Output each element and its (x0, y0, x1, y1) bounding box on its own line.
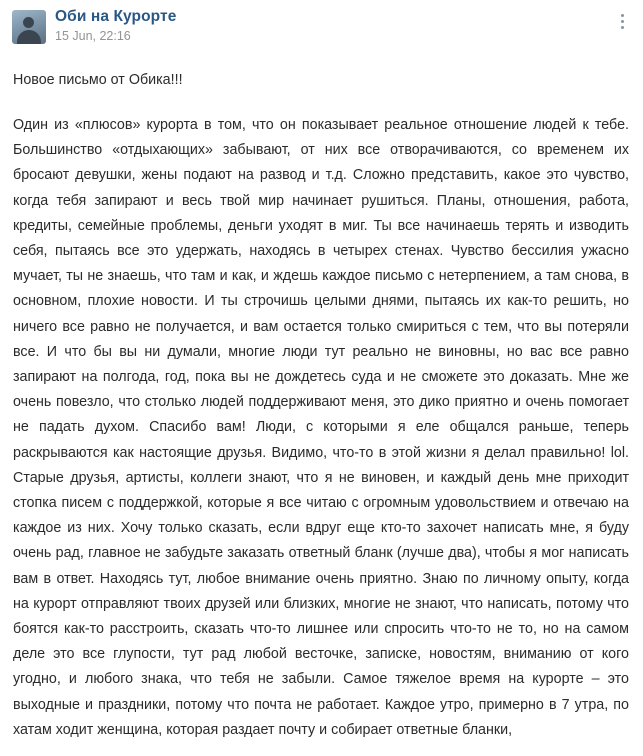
avatar-body-shape (17, 30, 41, 44)
post-header (0, 0, 643, 48)
post-lead-text: Новое письмо от Обика!!! (13, 72, 183, 88)
more-dot-3 (621, 26, 624, 29)
more-dot-2 (621, 20, 624, 23)
post-main-text: Один из «плюсов» курорта в том, что он показывает реальное отношение людей к тебе. Большинство «отдыхающих» забывают, от них все отворачиваются, со временем их бросают девушки, жены подают на развод и т.д. Сложно представить, какое это чувство, когда тебя запирают и весь твой мир начинает рушиться. Планы, отношения, работа, кредиты, семейные проблемы, деньги уходят в миг. Ты все начинаешь терять и изводить себя, пытаясь все это удержать, находясь в четырех стенах. Чувство бессилия ужасно мучает, ты не знаешь, что там и как, и ждешь каждое письмо с нетерпением, а там снова, в основном, плохие новости. И ты строчишь целыми днями, пытаясь их как-то решить, но ничего все равно не получается, и вам остается только смириться с тем, что вы потеряли все. И что бы вы ни думали, многие люди тут реально не виновны, но вас все равно запирают на полгода, год, пока вы не дождетесь суда и не сможете это доказать. Мне же очень повезло, что столько людей поддерживают меня, это дико приятно и очень помогает не падать духом. Спасибо вам! Люди, с которыми я еле общался раньше, теперь раскрываются как настоящие друзья. Видимо, что-то в этой жизни я делал правильно! lol. Старые друзья, артисты, коллеги знают, что я не виновен, и каждый день мне приходит стопка писем с поддержкой, которые я все читаю с огромным удовольствием и отвечаю на каждое из них. Хочу только сказать, если вдруг еще кто-то захочет написать мне, я буду очень рад, главное не забудьте заказать ответный бланк (лучше два), чтобы я мог написать вам в ответ. Находясь тут, любое внимание очень приятно. Знаю по личному опыту, когда на курорт отправляют твоих друзей или близких, многие не знают, что написать, потому что боятся как-то расстроить, сказать что-то лишнее или спросить что-то не то, но на самом деле это все глупости, тут рад любой весточке, записке, новостям, вниманию от кого угодно, и любого знака, что тебя не забыли. Самое тяжелое время на курорте – это выходные и праздники, потому что почта не работает. Каждое утро, примерно в 7 утра, по хатам ходит женщина, которая раздает почту и собирает ответные бланки, (13, 117, 629, 738)
avatar[interactable] (12, 10, 46, 44)
post-meta (55, 8, 176, 44)
post-body (0, 70, 643, 743)
post-timestamp[interactable]: 15 Jun, 22:16 (55, 29, 131, 43)
more-vertical-icon[interactable] (614, 10, 630, 32)
more-dot-1 (621, 14, 624, 17)
avatar-head-shape (23, 17, 34, 28)
post-author-link[interactable]: Оби на Курорте (55, 8, 177, 25)
